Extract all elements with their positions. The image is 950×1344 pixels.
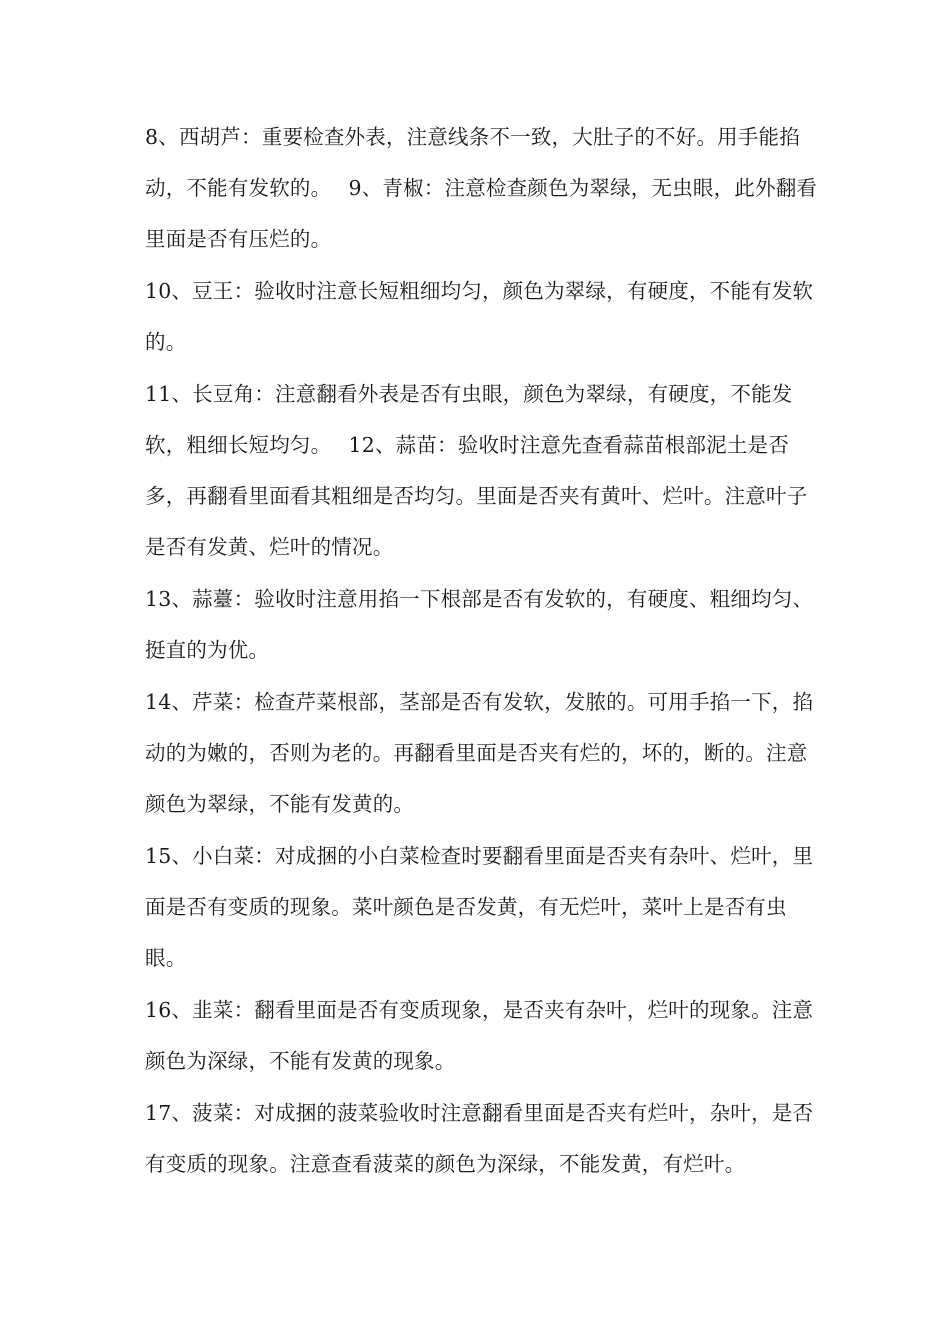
paragraph-item-14: 14、芹菜：检查芹菜根部，茎部是否有发软，发脓的。可用手掐一下，掐动的为嫩的，否则为老的。再翻看里面是否夹有烂的，坏的，断的。注意颜色为翠绿，不能有发黄的。 — [145, 690, 814, 816]
paragraph-item-16: 16、韭菜：翻看里面是否有变质现象，是否夹有杂叶，烂叶的现象。注意颜色为深绿，不能有发黄的现象。 — [145, 998, 814, 1073]
paragraph-item-11-12: 11、长豆角：注意翻看外表是否有虫眼，颜色为翠绿，有硬度，不能发软，粗细长短均匀。 12、蒜苗：验收时注意先查看蒜苗根部泥土是否多，再翻看里面看其粗细是否均匀。里面是否夹有黄叶、烂叶。注意叶子是否有发黄、烂叶的情况。 — [145, 382, 808, 559]
paragraph-item-8-9: 8、西胡芦：重要检查外表，注意线条不一致，大肚子的不好。用手能掐动，不能有发软的。 9、青椒：注意检查颜色为翠绿，无虫眼，此外翻看里面是否有压烂的。 — [145, 125, 818, 251]
paragraph-item-17: 17、菠菜：对成捆的菠菜验收时注意翻看里面是否夹有烂叶，杂叶，是否有变质的现象。注意查看菠菜的颜色为深绿，不能发黄，有烂叶。 — [145, 1101, 814, 1176]
document-body — [145, 112, 825, 1191]
paragraph-item-15: 15、小白菜：对成捆的小白菜检查时要翻看里面是否夹有杂叶、烂叶，里面是否有变质的现象。菜叶颜色是否发黄，有无烂叶，菜叶上是否有虫眼。 — [145, 844, 814, 970]
paragraph-item-13: 13、蒜薹：验收时注意用掐一下根部是否有发软的，有硬度、粗细均匀、挺直的为优。 — [145, 587, 814, 662]
paragraph-item-10: 10、豆王：验收时注意长短粗细均匀，颜色为翠绿，有硬度，不能有发软的。 — [145, 279, 814, 354]
